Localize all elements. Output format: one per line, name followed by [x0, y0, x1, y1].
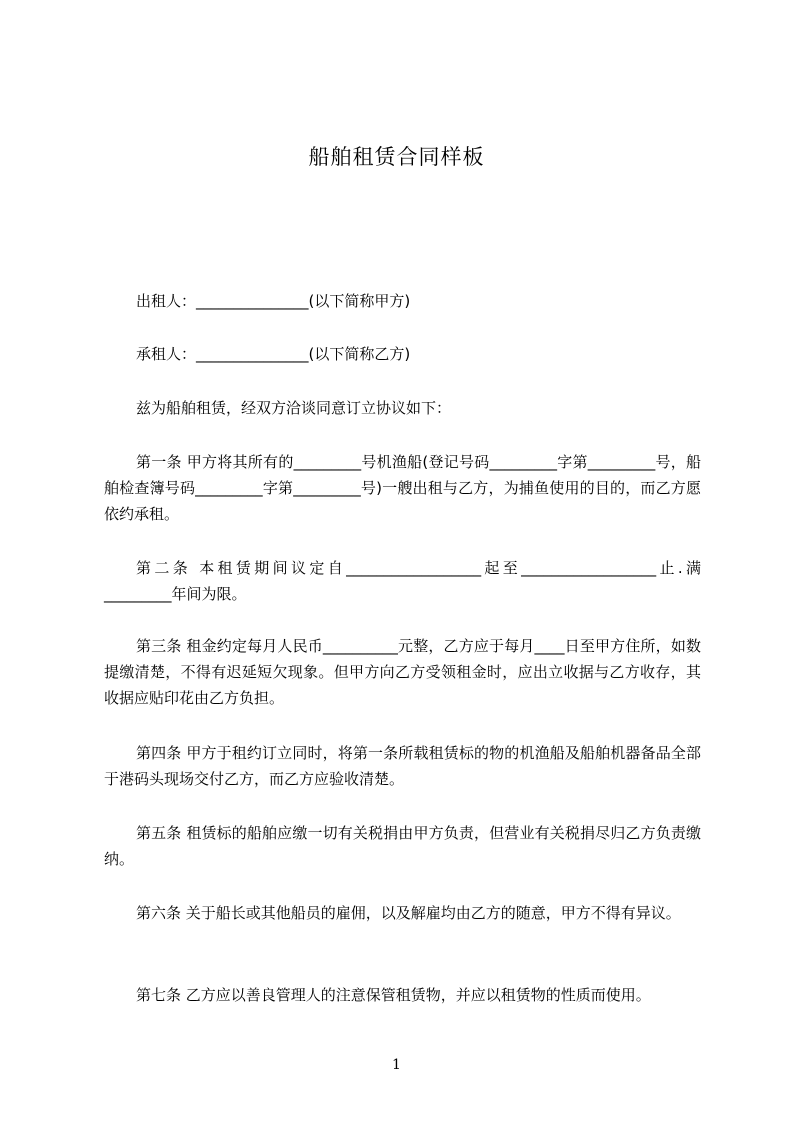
paragraph-article-6: 第六条 关于船长或其他船员的雇佣，以及解雇均由乙方的随意，甲方不得有异议。 — [136, 904, 681, 922]
paragraph-lessor: 出租人：_______________(以下简称甲方) — [136, 292, 411, 310]
paragraph-article-4: 第四条 甲方于租约订立同时，将第一条所载租赁标的物的机渔船及船舶机器备品全部于港码头现场交付乙方，而乙方应验收清楚。 — [104, 744, 701, 788]
paragraph-article-3: 第三条 租金约定每月人民币__________元整，乙方应于每月____日至甲方住所，如数提缴清楚，不得有迟延短欠现象。但甲方向乙方受领租金时，应出立收据与乙方收存，其收据应贴印花由乙方负担。 — [104, 637, 701, 707]
paragraph-preamble: 兹为船舶租赁，经双方洽谈同意订立协议如下： — [136, 399, 452, 417]
paragraph-lessee: 承租人：_______________(以下简称乙方) — [136, 345, 411, 363]
paragraph-article-5: 第五条 租赁标的船舶应缴一切有关税捐由甲方负责，但营业有关税捐尽归乙方负责缴纳。 — [104, 824, 701, 868]
document-title: 船舶租赁合同样板 — [308, 145, 485, 169]
paragraph-article-1: 第一条 甲方将其所有的_________号机渔船(登记号码_________字第_________号，船舶检查簿号码_________字第_________号)一艘出租与乙方，为捕鱼使用的目的，而乙方愿依约承租。 — [104, 453, 701, 523]
page-number: 1 — [392, 1057, 401, 1073]
paragraph-article-7: 第七条 乙方应以善良管理人的注意保管租赁物，并应以租赁物的性质而使用。 — [136, 986, 651, 1004]
paragraph-article-2: 第二条 本租赁期间议定自__________________起至__________________止.满_________年间为限。 — [104, 559, 701, 603]
